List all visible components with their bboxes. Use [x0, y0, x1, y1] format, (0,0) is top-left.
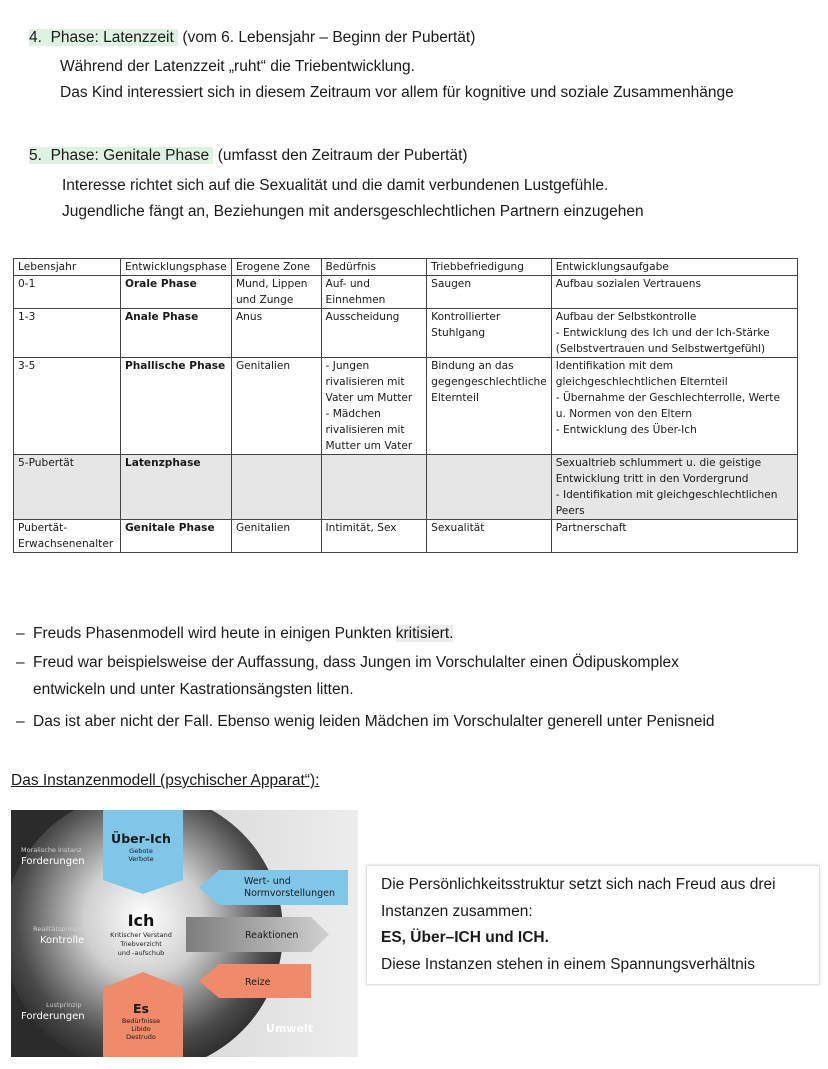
table-cell: Pubertät-Erwachsenenalter: [14, 520, 121, 553]
left-label-1-big: Forderungen: [21, 856, 85, 867]
bullet-dash: –: [16, 625, 25, 642]
left-label-2-big: Kontrolle: [40, 935, 85, 946]
table-cell: Genitalien: [231, 520, 321, 553]
instanzen-title: Das Instanzenmodell (psychischer Apparat“):: [11, 772, 320, 789]
table-cell: [231, 455, 321, 520]
table-cell: Genitalien: [231, 358, 321, 455]
bullet-3-text: Das ist aber nicht der Fall. Ebenso wenig leiden Mädchen im Vorschulalter generell unter Penisneid: [33, 713, 715, 730]
left-label-3-big: Forderungen: [21, 1011, 85, 1022]
left-label-2-small: Realitätsprinzip: [33, 925, 84, 933]
es-line-2: Libido: [131, 1025, 151, 1033]
table-header: Triebbefriedigung: [427, 259, 552, 276]
es-line-3: Destrudo: [126, 1033, 156, 1041]
table-header: Lebensjahr: [14, 259, 121, 276]
phase5-heading: [29, 147, 468, 165]
table-row: [14, 276, 798, 309]
es-line-1: Bedürfnisse: [121, 1017, 161, 1025]
table-cell: Anus: [231, 309, 321, 358]
phase5-title: 5. Phase: Genitale Phase: [29, 147, 213, 164]
table-cell: Intimität, Sex: [321, 520, 427, 553]
ich-title: Ich: [127, 911, 155, 930]
phase4-line-2: Das Kind interessiert sich in diesem Zeitraum vor allem für kognitive und soziale Zusammenhänge: [60, 84, 734, 101]
table-cell: Orale Phase: [120, 276, 231, 309]
ich-line-1: Kritischer Verstand: [110, 931, 172, 939]
ueberich-line-2: Verbote: [128, 855, 154, 863]
table-header: Bedürfnis: [321, 259, 427, 276]
left-label-3-small: Lustprinzip: [46, 1001, 82, 1009]
info-box: [366, 865, 820, 985]
table-row: [14, 520, 798, 553]
table-cell: Saugen: [427, 276, 552, 309]
table-cell: Sexualtrieb schlummert u. die geistige Entwicklung tritt in den Vordergrund - Identifikation mit gleichgeschlechtlichen Peers: [551, 455, 797, 520]
table-cell: Aufbau der Selbstkontrolle - Entwicklung des Ich und der Ich-Stärke (Selbstvertrauen und Selbstwertgefühl): [551, 309, 797, 358]
instanzen-diagram-svg: [11, 810, 358, 1057]
table-cell: [427, 455, 552, 520]
phase5-line-1: Interesse richtet sich auf die Sexualität und die damit verbundenen Lustgefühle.: [62, 177, 609, 194]
ich-line-2: Triebverzicht: [120, 940, 162, 948]
table-header: Erogene Zone: [231, 259, 321, 276]
table-cell: 3-5: [14, 358, 121, 455]
reaktionen-label: Reaktionen: [245, 930, 299, 941]
wert-label-1: Wert- und: [244, 876, 291, 887]
bullet-1-highlight: kritisiert.: [395, 625, 454, 642]
table-cell: Mund, Lippen und Zunge: [231, 276, 321, 309]
table-cell: 1-3: [14, 309, 121, 358]
table-cell: Sexualität: [427, 520, 552, 553]
table-cell: Latenzphase: [120, 455, 231, 520]
table-cell: Kontrollierter Stuhlgang: [427, 309, 552, 358]
table-row: [14, 309, 798, 358]
table-cell: Ausscheidung: [321, 309, 427, 358]
phase4-line-1: Während der Latenzzeit „ruht“ die Triebentwicklung.: [60, 58, 415, 75]
left-label-1-small: Moralische Instanz: [21, 846, 82, 854]
table-cell: 5-Pubertät: [14, 455, 121, 520]
bullet-2-line-1: Freud war beispielsweise der Auffassung, dass Jungen im Vorschulalter einen Ödipuskomplex: [33, 654, 679, 671]
table-cell: Partnerschaft: [551, 520, 797, 553]
table-cell: Bindung an das gegengeschlechtliche Elternteil: [427, 358, 552, 455]
info-line-4: Diese Instanzen stehen in einem Spannungsverhältnis: [381, 956, 755, 973]
table-cell: - Jungen rivalisieren mit Vater um Mutter - Mädchen rivalisieren mit Mutter um Vater: [321, 358, 427, 455]
table-cell: Aufbau sozialen Vertrauens: [551, 276, 797, 309]
table-cell: Identifikation mit dem gleichgeschlechtlichen Elternteil - Übernahme der Geschlechterrolle, Werte u. Normen von den Eltern - Entwicklung des Über-Ich: [551, 358, 797, 455]
bullet-dash: –: [16, 713, 25, 730]
table-cell: [321, 455, 427, 520]
table-cell: Genitale Phase: [120, 520, 231, 553]
wert-label-2: Normvorstellungen: [244, 888, 335, 899]
bullet-1-text: [33, 620, 453, 647]
table-cell: 0-1: [14, 276, 121, 309]
bullet-dash: –: [16, 654, 25, 671]
phase5-range: (umfasst den Zeitraum der Pubertät): [213, 147, 468, 164]
info-line-2: Instanzen zusammen:: [381, 903, 533, 920]
table-row: [14, 455, 798, 520]
table-cell: Phallische Phase: [120, 358, 231, 455]
info-line-3: ES, Über–ICH und ICH.: [381, 929, 549, 946]
phase4-heading: [29, 29, 475, 47]
table-header: Entwicklungsphase: [120, 259, 231, 276]
umwelt-label: Umwelt: [266, 1022, 314, 1035]
table-row: [14, 358, 798, 455]
info-line-1: Die Persönlichkeitsstruktur setzt sich nach Freud aus drei: [381, 876, 776, 893]
ueberich-title: Über-Ich: [111, 831, 171, 846]
instanzen-diagram: [11, 810, 358, 1057]
phase4-title: 4. Phase: Latenzzeit: [29, 29, 178, 46]
phase5-line-2: Jugendliche fängt an, Beziehungen mit andersgeschlechtlichen Partnern einzugehen: [62, 203, 644, 220]
phases-table: [13, 258, 798, 553]
ich-line-3: und -aufschub: [117, 949, 165, 957]
ueberich-line-1: Gebote: [129, 847, 153, 855]
bullet-2-line-2: entwickeln und unter Kastrationsängsten litten.: [33, 681, 354, 698]
table-header: Entwicklungsaufgabe: [551, 259, 797, 276]
reize-label: Reize: [245, 977, 271, 988]
phase4-range: (vom 6. Lebensjahr – Beginn der Pubertät): [178, 29, 476, 46]
bullet-1-pre: Freuds Phasenmodell wird heute in einigen Punkten: [33, 625, 396, 642]
table-cell: Auf- und Einnehmen: [321, 276, 427, 309]
table-header-row: [14, 259, 798, 276]
es-title: Es: [133, 1001, 149, 1016]
table-cell: Anale Phase: [120, 309, 231, 358]
